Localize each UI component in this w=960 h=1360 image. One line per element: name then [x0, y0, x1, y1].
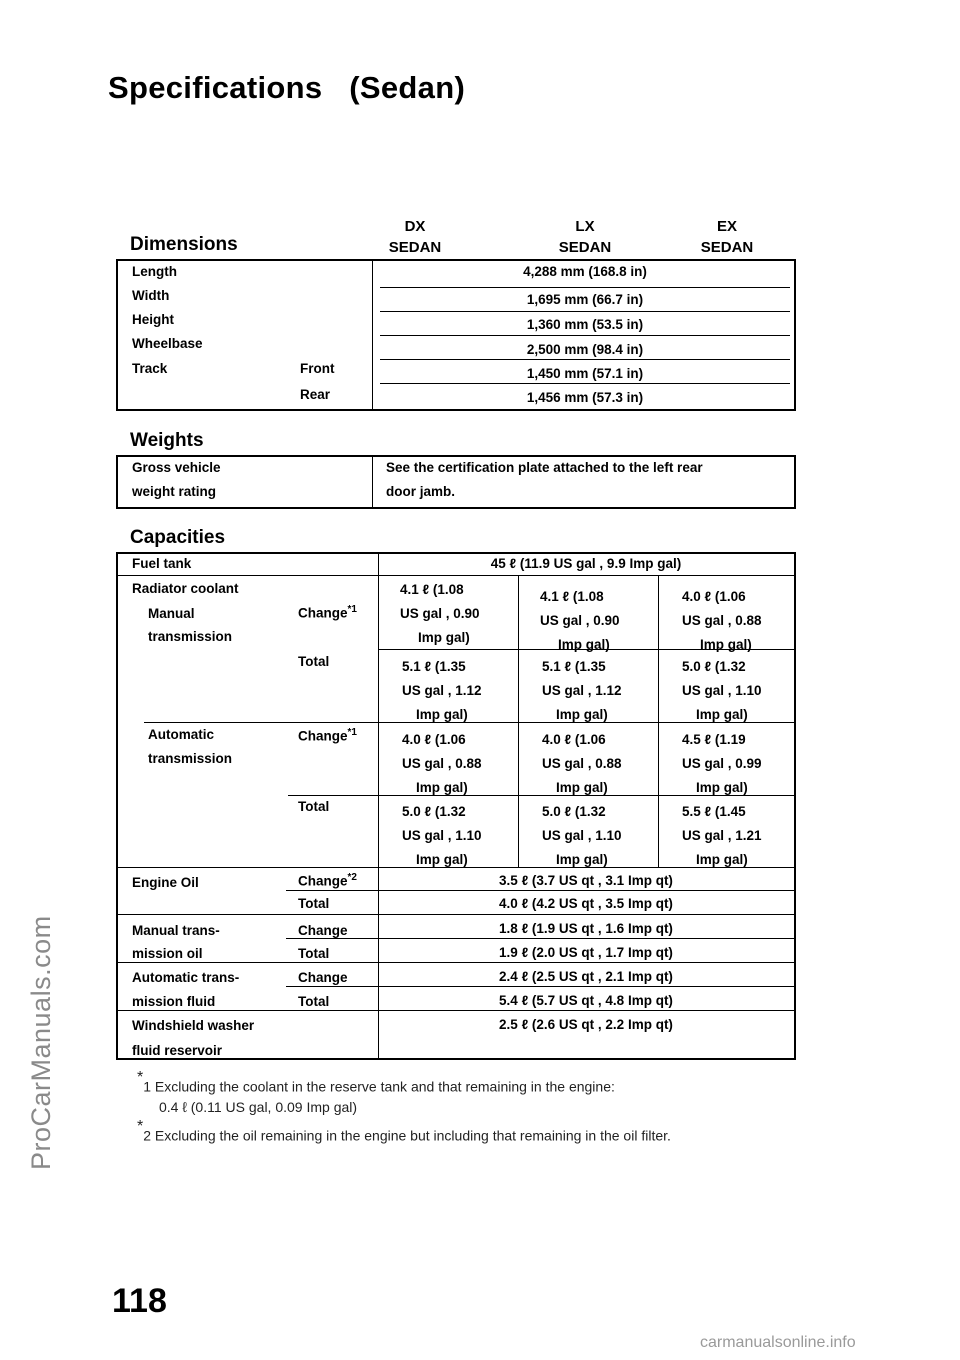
bottom-watermark: carmanualsonline.info [700, 1334, 856, 1351]
cap-label-radiator: Radiator coolant [132, 581, 239, 596]
coolant-auto-total-lx [542, 800, 622, 872]
cap-label-manual-l1: Manual [148, 606, 195, 621]
cell-line: Imp gal) [700, 637, 752, 652]
table-divider [372, 457, 373, 507]
row-divider [118, 962, 794, 963]
cell-line: US gal , 1.10 [402, 828, 482, 843]
column-divider [658, 575, 659, 867]
cell-line: US gal , 0.90 [540, 613, 620, 628]
cap-value-at-fluid-change: 2.4 ℓ (2.5 US qt , 2.1 Imp qt) [499, 969, 673, 984]
column-divider [518, 575, 519, 867]
cell-line: US gal , 0.88 [542, 756, 622, 771]
cell-line: 4.5 ℓ (1.19 [682, 732, 746, 747]
cell-line: 5.0 ℓ (1.32 [402, 804, 466, 819]
cap-value-engine-oil-change: 3.5 ℓ (3.7 US qt , 3.1 Imp qt) [499, 873, 673, 888]
cap-label-manual-l2: transmission [148, 629, 233, 644]
page-number: 118 [112, 1282, 167, 1320]
value-underline [380, 335, 790, 336]
cap-value-engine-oil-total: 4.0 ℓ (4.2 US qt , 3.5 Imp qt) [499, 896, 673, 911]
cell-line: Imp gal) [418, 630, 470, 645]
cell-line: 4.1 ℓ (1.08 [400, 582, 464, 597]
col-header-line2: SEDAN [558, 239, 612, 256]
weights-value-line1: See the certification plate attached to the left rear [386, 460, 703, 475]
cell-line: Imp gal) [416, 780, 468, 795]
cell-line: US gal , 0.88 [682, 613, 762, 628]
dim-label-rear: Rear [300, 387, 331, 402]
dim-value-length: 4,288 mm (168.8 in) [523, 264, 647, 279]
cap-value-at-fluid-total: 5.4 ℓ (5.7 US qt , 4.8 Imp qt) [499, 993, 673, 1008]
cap-label-mt-oil-l1: Manual trans- [132, 923, 220, 938]
cell-line: Imp gal) [556, 707, 608, 722]
cell-line: Imp gal) [556, 852, 608, 867]
cap-label-auto-l2: transmission [148, 751, 233, 766]
cell-line: 4.0 ℓ (1.06 [542, 732, 606, 747]
cell-line: Imp gal) [416, 852, 468, 867]
footnote-mark: *1 [347, 727, 357, 738]
cap-label-at-fluid-total: Total [298, 994, 330, 1009]
cap-value-mt-oil-change: 1.8 ℓ (1.9 US qt , 1.6 Imp qt) [499, 921, 673, 936]
cap-label-fuel-tank: Fuel tank [132, 556, 192, 571]
footnote-mark: * [137, 1069, 144, 1086]
change-text: Change [298, 605, 348, 621]
cell-line: 4.0 ℓ (1.06 [402, 732, 466, 747]
cap-label-mt-oil-change: Change [298, 923, 348, 938]
cap-label-at-fluid-change: Change [298, 970, 348, 985]
footnote-text: 1 Excluding the coolant in the reserve tank and that remaining in the engine: [143, 1078, 615, 1095]
dim-label-wheelbase: Wheelbase [132, 336, 203, 351]
table-divider [372, 261, 373, 409]
cell-line: 5.5 ℓ (1.45 [682, 804, 746, 819]
footnote-mark: *2 [347, 872, 357, 883]
cap-label-at-fluid-l1: Automatic trans- [132, 970, 240, 985]
dim-label-width: Width [132, 288, 170, 303]
cap-value-mt-oil-total: 1.9 ℓ (2.0 US qt , 1.7 Imp qt) [499, 945, 673, 960]
cap-label-mt-oil-total: Total [298, 946, 330, 961]
dim-label-front: Front [300, 361, 335, 376]
coolant-manual-total-dx [402, 655, 482, 727]
row-divider [286, 938, 794, 939]
cell-line: US gal , 0.88 [402, 756, 482, 771]
row-divider [118, 914, 794, 915]
row-divider [286, 890, 794, 891]
dimensions-table [116, 259, 796, 411]
col-header-line2: SEDAN [388, 239, 442, 256]
weights-value-line2: door jamb. [386, 484, 456, 499]
footnote-mark: * [137, 1118, 144, 1135]
cell-line: Imp gal) [696, 707, 748, 722]
cell-line: US gal , 1.10 [542, 828, 622, 843]
cell-line: US gal , 1.21 [682, 828, 762, 843]
cap-label-engine-oil: Engine Oil [132, 875, 199, 890]
coolant-manual-change-ex [682, 585, 762, 657]
weights-label-line1: Gross vehicle [132, 460, 221, 475]
row-divider [286, 986, 794, 987]
cell-line: Imp gal) [696, 852, 748, 867]
coolant-auto-total-dx [402, 800, 482, 872]
weights-heading: Weights [130, 430, 204, 451]
cap-label-at-fluid-l2: mission fluid [132, 994, 216, 1009]
dim-value-width: 1,695 mm (66.7 in) [526, 292, 644, 307]
col-header-ex [662, 218, 792, 256]
change-text: Change [298, 873, 348, 889]
cap-label-mt-oil-l2: mission oil [132, 946, 203, 961]
cell-line: Imp gal) [556, 780, 608, 795]
cell-line: US gal , 1.10 [682, 683, 762, 698]
col-header-dx [350, 218, 480, 256]
coolant-auto-total-ex [682, 800, 762, 872]
coolant-auto-change-lx [542, 728, 622, 800]
cell-line: 4.0 ℓ (1.06 [682, 589, 746, 604]
coolant-manual-change-dx [400, 578, 480, 650]
cell-line: US gal , 0.90 [400, 606, 480, 621]
dim-label-track: Track [132, 361, 168, 376]
cap-label-auto-l1: Automatic [148, 727, 215, 742]
value-underline [380, 311, 790, 312]
row-divider [118, 575, 794, 576]
col-header-lx [520, 218, 650, 256]
change-text: Change [298, 728, 348, 744]
cap-label-engine-oil-change [298, 873, 357, 888]
footnote-2 [137, 1118, 671, 1144]
cap-label-auto-total: Total [298, 799, 330, 814]
col-header-line1: DX [404, 218, 426, 235]
cell-line: Imp gal) [416, 707, 468, 722]
cap-label-manual-change [298, 605, 357, 620]
page-title: Specifications (Sedan) [108, 70, 466, 105]
coolant-manual-total-lx [542, 655, 622, 727]
cell-line: 5.0 ℓ (1.32 [682, 659, 746, 674]
coolant-manual-change-lx [540, 585, 620, 657]
cell-line: 5.1 ℓ (1.35 [542, 659, 606, 674]
side-watermark: ProCarManuals.com [26, 915, 56, 1170]
cap-label-washer-l2: fluid reservoir [132, 1043, 223, 1058]
col-header-line1: EX [716, 218, 737, 235]
cap-label-auto-change [298, 728, 357, 743]
value-underline [380, 287, 790, 288]
cap-label-engine-oil-total: Total [298, 896, 330, 911]
footnote-text: 2 Excluding the oil remaining in the engine but including that remaining in the oil filter. [143, 1127, 671, 1144]
cell-line: Imp gal) [558, 637, 610, 652]
cell-line: Imp gal) [696, 780, 748, 795]
cell-line: 5.1 ℓ (1.35 [402, 659, 466, 674]
dim-label-height: Height [132, 312, 174, 327]
cell-line: US gal , 0.99 [682, 756, 762, 771]
dim-value-front: 1,450 mm (57.1 in) [526, 366, 644, 381]
dimensions-heading: Dimensions [130, 234, 238, 255]
weights-label-line2: weight rating [132, 484, 216, 499]
row-divider [118, 1010, 794, 1011]
cap-value-washer: 2.5 ℓ (2.6 US qt , 2.2 Imp qt) [499, 1017, 673, 1032]
dim-value-wheelbase: 2,500 mm (98.4 in) [526, 342, 644, 357]
col-header-line2: SEDAN [700, 239, 754, 256]
cell-line: 4.1 ℓ (1.08 [540, 589, 604, 604]
dim-value-height: 1,360 mm (53.5 in) [526, 317, 644, 332]
coolant-auto-change-ex [682, 728, 762, 800]
cap-label-washer-l1: Windshield washer [132, 1018, 255, 1033]
value-underline [380, 383, 790, 384]
capacities-heading: Capacities [130, 527, 226, 548]
cell-line: 5.0 ℓ (1.32 [542, 804, 606, 819]
footnote-1-cont: 0.4 ℓ (0.11 US gal, 0.09 Imp gal) [159, 1099, 358, 1115]
cap-value-fuel-tank: 45 ℓ (11.9 US gal , 9.9 Imp gal) [490, 556, 682, 571]
coolant-auto-change-dx [402, 728, 482, 800]
value-underline [380, 359, 790, 360]
cell-line: US gal , 1.12 [402, 683, 482, 698]
cell-line: US gal , 1.12 [542, 683, 622, 698]
dim-value-rear: 1,456 mm (57.3 in) [526, 390, 644, 405]
footnote-mark: *1 [347, 604, 357, 615]
dim-label-length: Length [132, 264, 177, 279]
footnote-1 [137, 1069, 615, 1095]
col-header-line1: LX [575, 218, 595, 235]
cap-label-manual-total: Total [298, 654, 330, 669]
coolant-manual-total-ex [682, 655, 762, 727]
